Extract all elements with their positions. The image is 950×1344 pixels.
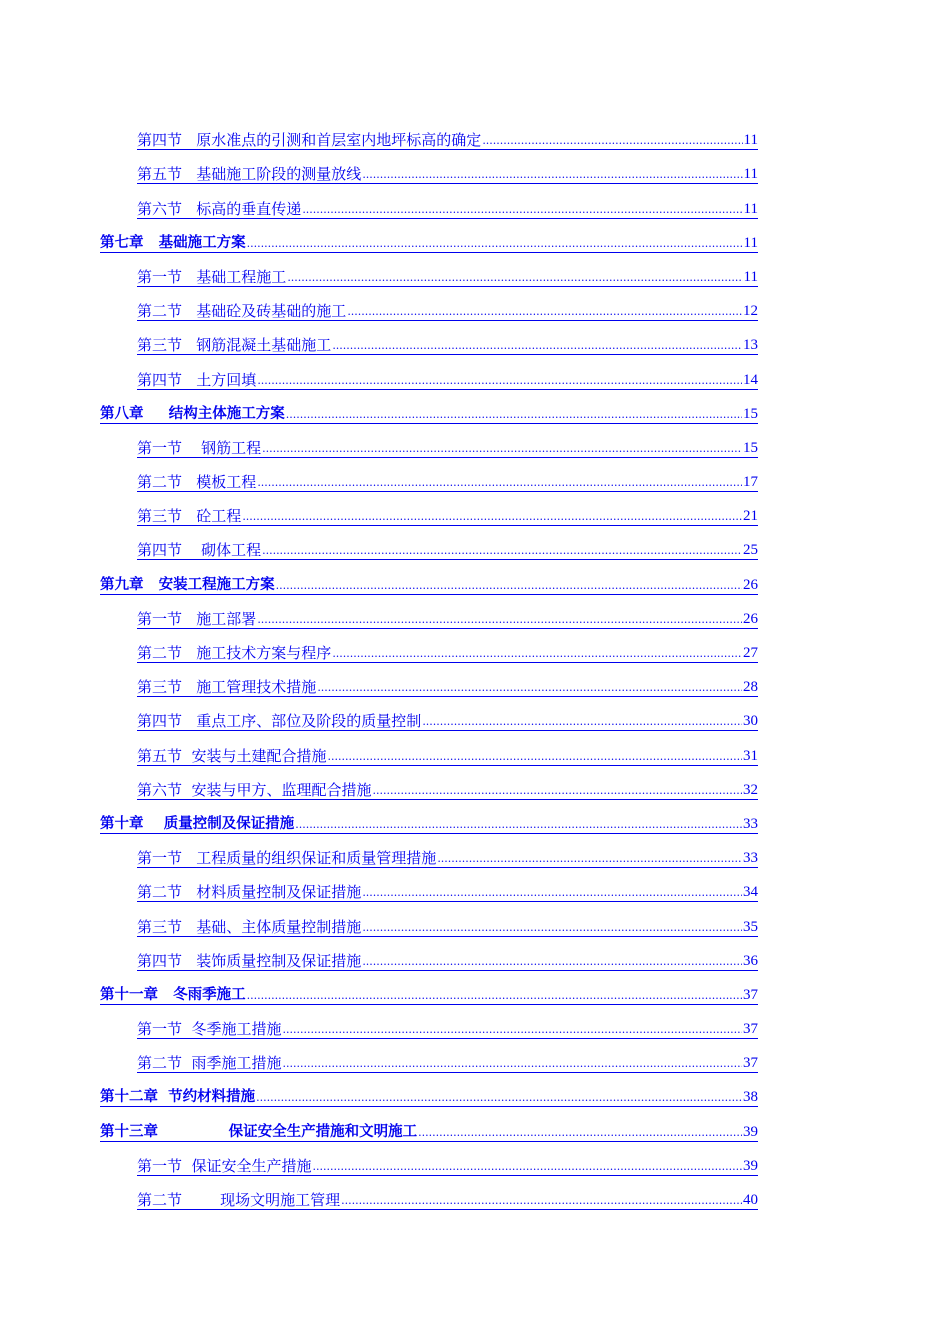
toc-entry-row — [137, 919, 758, 937]
toc-page-number: 11 — [743, 166, 758, 183]
toc-entry-title: 第十二章 节约材料措施 — [100, 1089, 256, 1106]
toc-section-link[interactable] — [100, 671, 758, 705]
toc-entry-row — [137, 201, 758, 219]
toc-entry-row — [137, 850, 758, 868]
toc-entry-title: 第三节 钢筋混凝土基础施工 — [137, 336, 332, 355]
dot-leader — [422, 716, 742, 728]
toc-entry-title: 第一节 基础工程施工 — [137, 267, 287, 286]
dot-leader — [482, 135, 742, 147]
toc-entry-title: 第四节 砌体工程 — [137, 541, 262, 560]
toc-entry-row — [100, 406, 758, 424]
toc-page-number: 14 — [743, 371, 758, 388]
dot-leader — [242, 511, 742, 523]
toc-page-number: 15 — [743, 439, 758, 456]
toc-chapter-link[interactable] — [100, 227, 758, 261]
toc-entry-title: 第二节 材料质量控制及保证措施 — [137, 883, 362, 902]
toc-section-link[interactable] — [100, 363, 758, 397]
dot-leader — [313, 1161, 742, 1173]
toc-page-number: 36 — [743, 952, 758, 969]
dot-leader — [317, 682, 742, 694]
toc-entry-row — [100, 1089, 758, 1107]
toc-page-number: 15 — [743, 405, 758, 422]
toc-page-number: 17 — [743, 474, 758, 491]
toc-entry-row — [137, 440, 758, 458]
toc-page-number: 33 — [743, 850, 758, 867]
toc-entry-row — [137, 645, 758, 663]
toc-entry-title: 第五节 基础施工阶段的测量放线 — [137, 165, 362, 184]
toc-entry-title: 第四节 装饰质量控制及保证措施 — [137, 951, 362, 970]
toc-entry-title: 第七章 基础施工方案 — [100, 234, 246, 251]
toc-entry-row — [137, 1021, 758, 1039]
dot-leader — [373, 785, 742, 797]
toc-page-number: 25 — [743, 542, 758, 559]
toc-entry-title: 第十一章 冬雨季施工 — [100, 986, 246, 1003]
toc-page-number: 21 — [743, 508, 758, 525]
toc-page-number: 28 — [743, 679, 758, 696]
dot-leader — [257, 375, 742, 387]
toc-section-link[interactable] — [100, 1150, 758, 1184]
toc-page-number: 26 — [743, 576, 758, 593]
toc-section-link[interactable] — [100, 295, 758, 329]
dot-leader — [256, 1092, 742, 1104]
table-of-contents — [100, 124, 758, 1218]
toc-entry-row — [137, 782, 758, 800]
toc-page-number: 33 — [743, 815, 758, 832]
toc-page-number: 39 — [743, 1123, 758, 1140]
toc-section-link[interactable] — [100, 1184, 758, 1218]
dot-leader — [262, 443, 742, 455]
toc-section-link[interactable] — [100, 432, 758, 466]
toc-section-link[interactable] — [100, 158, 758, 192]
dot-leader — [302, 204, 742, 216]
toc-section-link[interactable] — [100, 1013, 758, 1047]
toc-entry-title: 第五节 安装与土建配合措施 — [137, 746, 327, 765]
toc-section-link[interactable] — [100, 329, 758, 363]
dot-leader — [362, 169, 742, 181]
toc-section-link[interactable] — [100, 1047, 758, 1081]
toc-section-link[interactable] — [100, 603, 758, 637]
toc-section-link[interactable] — [100, 466, 758, 500]
toc-entry-title: 第九章 安装工程施工方案 — [100, 576, 275, 593]
dot-leader — [286, 409, 742, 421]
toc-entry-title: 第一节 施工部署 — [137, 609, 257, 628]
dot-leader — [283, 1058, 742, 1070]
toc-entry-row — [137, 1158, 758, 1176]
toc-entry-row — [137, 1192, 758, 1210]
toc-section-link[interactable] — [100, 261, 758, 295]
toc-page-number: 40 — [743, 1192, 758, 1208]
toc-section-link[interactable] — [100, 945, 758, 979]
toc-chapter-link[interactable] — [100, 568, 758, 602]
dot-leader — [418, 1127, 742, 1139]
toc-entry-row — [137, 132, 758, 150]
dot-leader — [257, 477, 742, 489]
toc-page-number: 11 — [743, 200, 758, 217]
toc-entry-title: 第一节 保证安全生产措施 — [137, 1156, 312, 1175]
toc-page-number: 37 — [743, 986, 758, 1003]
dot-leader — [347, 306, 742, 318]
toc-page-number: 11 — [743, 132, 758, 149]
toc-entry-row — [137, 337, 758, 355]
toc-section-link[interactable] — [100, 500, 758, 534]
toc-entry-title: 第三节 砼工程 — [137, 507, 242, 526]
toc-section-link[interactable] — [100, 637, 758, 671]
toc-entry-row — [137, 1055, 758, 1073]
toc-entry-row — [137, 713, 758, 731]
dot-leader — [287, 272, 742, 284]
dot-leader — [328, 751, 742, 763]
toc-page-number: 11 — [743, 234, 758, 251]
dot-leader — [295, 819, 742, 831]
toc-page-number: 34 — [743, 884, 758, 901]
dot-leader — [262, 545, 742, 557]
toc-entry-title: 第二节 现场文明施工管理 — [137, 1191, 341, 1209]
dot-leader — [247, 990, 742, 1002]
dot-leader — [276, 580, 742, 592]
toc-page-number: 37 — [743, 1021, 758, 1038]
toc-entry-row — [137, 166, 758, 184]
toc-entry-title: 第六节 标高的垂直传递 — [137, 199, 302, 218]
toc-entry-title: 第二节 雨季施工措施 — [137, 1054, 282, 1073]
toc-entry-row — [100, 577, 758, 595]
toc-page-number: 12 — [743, 303, 758, 320]
toc-section-link[interactable] — [100, 705, 758, 739]
toc-section-link[interactable] — [100, 910, 758, 944]
dot-leader — [332, 648, 742, 660]
toc-entry-title: 第十三章 保证安全生产措施和文明施工 — [100, 1123, 418, 1140]
toc-entry-title: 第六节 安装与甲方、监理配合措施 — [137, 780, 372, 799]
toc-entry-title: 第二节 模板工程 — [137, 473, 257, 492]
toc-chapter-link[interactable] — [100, 979, 758, 1013]
dot-leader — [257, 614, 742, 626]
toc-section-link[interactable] — [100, 774, 758, 808]
toc-entry-title: 第一节 钢筋工程 — [137, 438, 262, 457]
toc-entry-row — [137, 303, 758, 321]
toc-entry-row — [137, 679, 758, 697]
toc-entry-title: 第四节 原水准点的引测和首层室内地坪标高的确定 — [137, 131, 482, 150]
toc-page-number: 38 — [743, 1089, 758, 1106]
toc-section-link[interactable] — [100, 876, 758, 910]
toc-entry-title: 第八章 结构主体施工方案 — [100, 405, 285, 422]
toc-entry-row — [137, 372, 758, 390]
dot-leader — [437, 853, 742, 865]
dot-leader — [283, 1024, 742, 1036]
toc-entry-title: 第十章 质量控制及保证措施 — [100, 815, 295, 832]
toc-entry-title: 第三节 施工管理技术措施 — [137, 678, 317, 697]
toc-page-number: 11 — [743, 268, 758, 285]
toc-entry-row — [137, 953, 758, 971]
dot-leader — [362, 922, 742, 934]
dot-leader — [362, 956, 742, 968]
toc-entry-row — [137, 269, 758, 287]
toc-entry-row — [100, 987, 758, 1005]
toc-page-number: 37 — [743, 1055, 758, 1072]
toc-section-link[interactable] — [100, 192, 758, 226]
toc-section-link[interactable] — [100, 842, 758, 876]
toc-page-number: 30 — [743, 713, 758, 730]
toc-section-link[interactable] — [100, 534, 758, 568]
toc-entry-title: 第一节 冬季施工措施 — [137, 1020, 282, 1039]
toc-entry-row — [137, 542, 758, 560]
toc-entry-row — [100, 235, 758, 253]
toc-chapter-link[interactable] — [100, 1115, 758, 1149]
toc-entry-row — [137, 508, 758, 526]
toc-section-link[interactable] — [100, 124, 758, 158]
toc-page-number: 32 — [743, 781, 758, 798]
toc-page-number: 31 — [743, 747, 758, 764]
dot-leader — [362, 887, 742, 899]
toc-entry-title: 第一节 工程质量的组织保证和质量管理措施 — [137, 849, 437, 868]
toc-section-link[interactable] — [100, 739, 758, 773]
toc-entry-row — [137, 748, 758, 766]
toc-entry-row — [137, 611, 758, 629]
toc-chapter-link[interactable] — [100, 398, 758, 432]
toc-entry-row — [100, 816, 758, 834]
toc-entry-row — [137, 884, 758, 902]
toc-entry-title: 第二节 基础砼及砖基础的施工 — [137, 302, 347, 321]
toc-entry-title: 第四节 重点工序、部位及阶段的质量控制 — [137, 712, 422, 731]
toc-page-number: 39 — [743, 1157, 758, 1174]
toc-page-number: 13 — [743, 337, 758, 354]
toc-entry-title: 第四节 土方回填 — [137, 370, 257, 389]
dot-leader — [332, 340, 742, 352]
toc-entry-title: 第二节 施工技术方案与程序 — [137, 644, 332, 662]
toc-entry-title: 第三节 基础、主体质量控制措施 — [137, 917, 362, 936]
toc-chapter-link[interactable] — [100, 1081, 758, 1115]
toc-entry-row — [100, 1124, 758, 1142]
toc-page-number: 27 — [743, 645, 758, 661]
toc-entry-row — [137, 474, 758, 492]
dot-leader — [341, 1195, 742, 1207]
toc-chapter-link[interactable] — [100, 808, 758, 842]
toc-page-number: 35 — [743, 918, 758, 935]
toc-page-number: 26 — [743, 610, 758, 627]
dot-leader — [247, 238, 743, 250]
